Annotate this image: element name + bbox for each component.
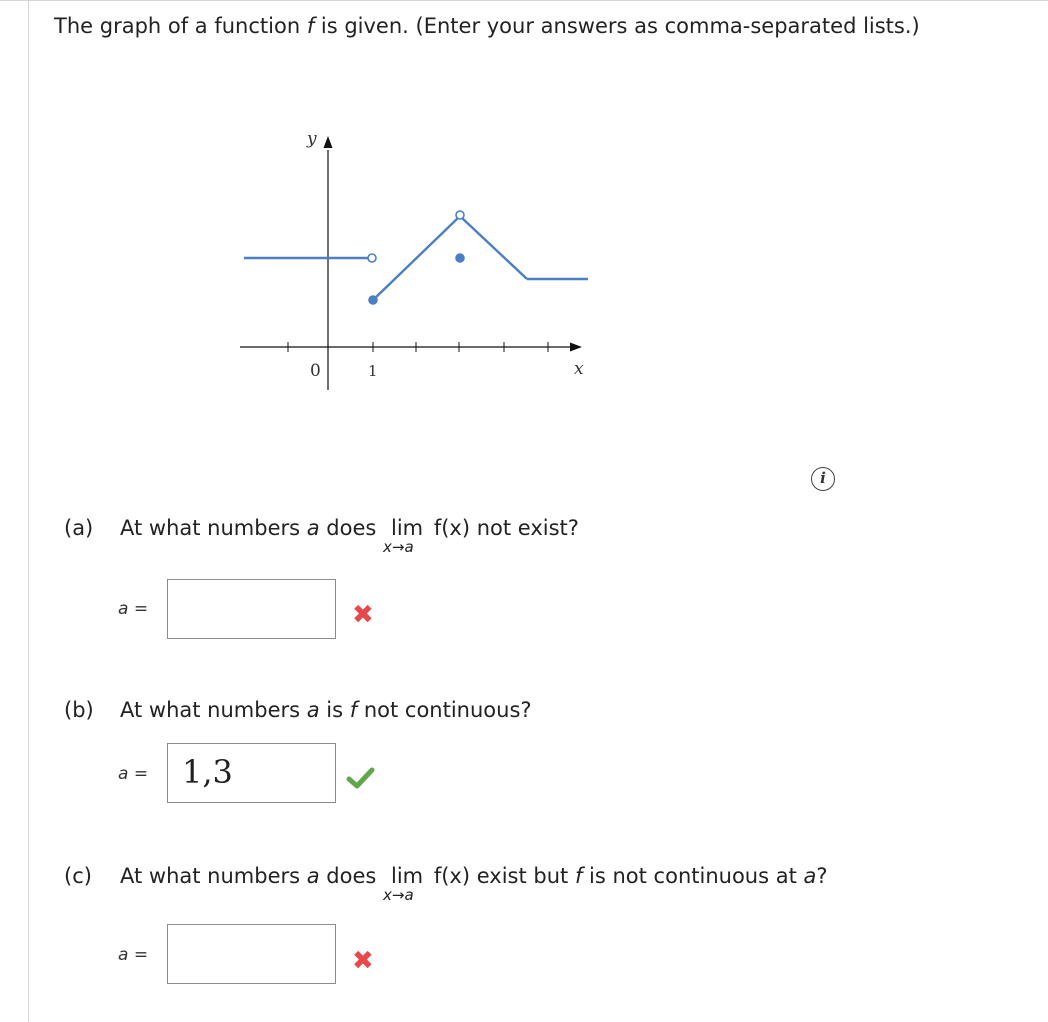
limit-subscript: x→a [383, 886, 414, 904]
function-graph [230, 120, 610, 390]
answer-input-a[interactable] [167, 579, 336, 639]
open-endpoint [368, 254, 376, 262]
tick-label-one: 1 [368, 362, 378, 380]
closed-endpoint [368, 295, 378, 305]
x-axis-arrow [570, 343, 582, 352]
correct-check-icon [346, 766, 376, 790]
a-equals-label-b: a = [118, 764, 149, 784]
y-label: y [307, 129, 317, 149]
y-axis-arrow [324, 136, 333, 148]
answer-input-c[interactable] [167, 924, 336, 984]
top-divider [0, 0, 1048, 1]
info-icon[interactable]: i [811, 467, 835, 491]
incorrect-icon: ✖ [352, 600, 374, 630]
curve-falling [462, 218, 527, 279]
a-equals-label-a: a = [118, 599, 149, 619]
question-c: (c) At what numbers a does lim x→a f(x) exist but f is not continuous at a? [64, 864, 828, 904]
a-equals-label-c: a = [118, 945, 149, 965]
curve-rising [373, 218, 458, 300]
open-peak-point [456, 211, 464, 219]
question-a: (a) At what numbers a does lim x→a f(x) not exist? [64, 516, 579, 556]
question-b: (b) At what numbers a is f not continuous? [64, 698, 532, 722]
instructions: The graph of a function f is given. (Enter your answers as comma-separated lists.) [54, 14, 920, 38]
isolated-point [455, 253, 465, 263]
limit-subscript: x→a [383, 538, 414, 556]
x-label: x [574, 359, 584, 379]
incorrect-icon: ✖ [352, 946, 374, 976]
tick-label-zero: 0 [310, 361, 321, 381]
answer-input-b[interactable]: 1,3 [167, 743, 336, 803]
left-divider [28, 0, 29, 1022]
